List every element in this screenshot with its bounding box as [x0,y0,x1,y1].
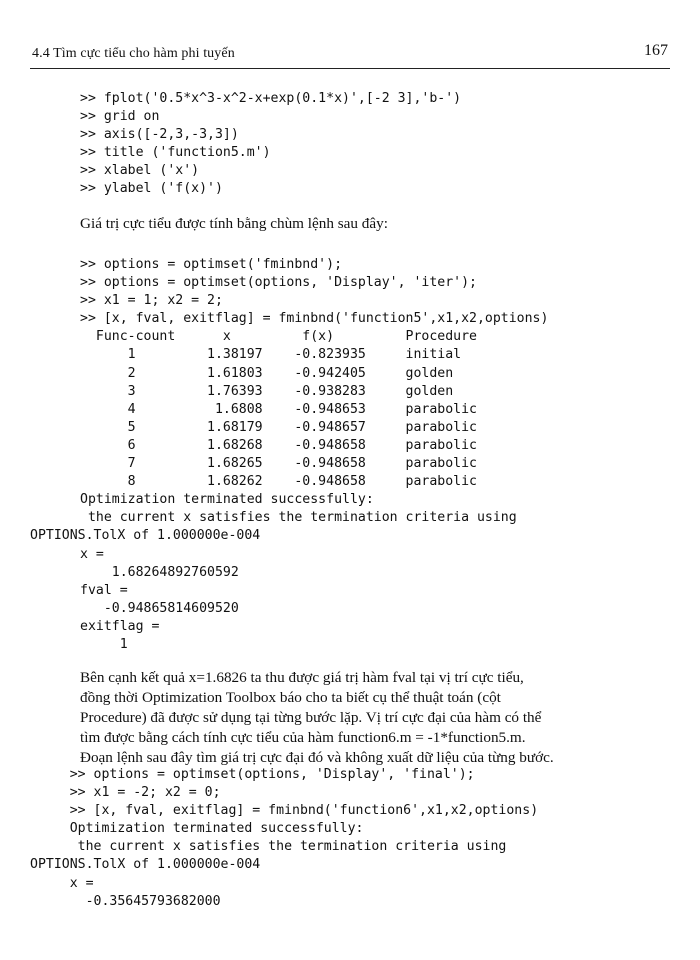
code-line: >> x1 = -2; x2 = 0; [30,785,221,801]
matlab-maximum-code [30,766,538,911]
paragraph-line: Bên cạnh kết quả x=1.6826 ta thu được giá trị hàm fval tại vị trí cực tiểu, [80,669,524,686]
code-line: >> ylabel ('f(x)') [80,181,223,197]
result-label: x = [30,875,94,891]
table-row: 7 1.68265 -0.948658 parabolic [80,456,477,472]
code-line: >> axis([-2,3,-3,3]) [80,127,239,143]
table-header: Func-count x f(x) Procedure [80,329,477,345]
status-line: OPTIONS.TolX of 1.000000e-004 [30,857,261,873]
code-line: >> title ('function5.m') [80,145,271,161]
status-line: OPTIONS.TolX of 1.000000e-004 [30,528,261,544]
status-line: the current x satisfies the termination criteria using [80,510,517,526]
status-line: Optimization terminated successfully: [80,492,374,508]
table-row: 2 1.61803 -0.942405 golden [80,365,454,381]
result-label: exitflag = [80,618,160,634]
result-value: -0.35645793682000 [30,893,221,909]
code-line: >> fplot('0.5*x^3-x^2-x+exp(0.1*x)',[-2 3],'b-') [80,91,462,106]
status-line: Optimization terminated successfully: [30,821,364,837]
table-row: 1 1.38197 -0.823935 initial [80,347,462,363]
paragraph-intro: Giá trị cực tiểu được tính bằng chùm lệnh sau đây: [80,215,388,232]
table-row: 4 1.6808 -0.948653 parabolic [80,401,477,417]
paragraph-line: đồng thời Optimization Toolbox báo cho ta biết cụ thể thuật toán (cột [80,689,501,706]
paragraph-explanation [80,668,670,768]
code-line: >> options = optimset(options, 'Display', 'final'); [30,767,475,782]
table-row: 8 1.68262 -0.948658 parabolic [80,474,477,490]
code-line: >> xlabel ('x') [80,163,200,179]
header-rule [30,68,670,69]
paragraph-line: tìm được bằng cách tính cực tiểu của hàm function6.m = -1*function5.m. [80,729,526,746]
result-value: 1 [80,636,128,652]
code-line: >> [x, fval, exitflag] = fminbnd('function5',x1,x2,options) [80,311,549,327]
code-line: >> [x, fval, exitflag] = fminbnd('function6',x1,x2,options) [30,803,539,819]
chapter-header: 4.4 Tìm cực tiểu cho hàm phi tuyến [32,46,235,61]
table-row: 3 1.76393 -0.938283 golden [80,383,454,399]
paragraph-line: Procedure) đã được sử dụng tại từng bước lặp. Vị trí cực đại của hàm có thể [80,709,542,726]
result-label: x = [80,546,104,562]
page-number: 167 [644,42,668,59]
code-line: >> options = optimset(options, 'Display', 'iter'); [80,275,477,291]
matlab-optimization-code [30,256,549,654]
paragraph-line: Đoạn lệnh sau đây tìm giá trị cực đại đó và không xuất dữ liệu của từng bước. [80,749,554,766]
matlab-plot-code [80,90,461,199]
code-line: >> options = optimset('fminbnd'); [80,257,343,272]
code-line: >> grid on [80,109,160,125]
status-line: the current x satisfies the termination criteria using [30,839,507,855]
code-line: >> x1 = 1; x2 = 2; [80,293,223,309]
result-value: 1.68264892760592 [80,564,239,580]
result-value: -0.94865814609520 [80,600,239,616]
table-row: 5 1.68179 -0.948657 parabolic [80,419,477,435]
table-row: 6 1.68268 -0.948658 parabolic [80,437,477,453]
result-label: fval = [80,582,128,598]
